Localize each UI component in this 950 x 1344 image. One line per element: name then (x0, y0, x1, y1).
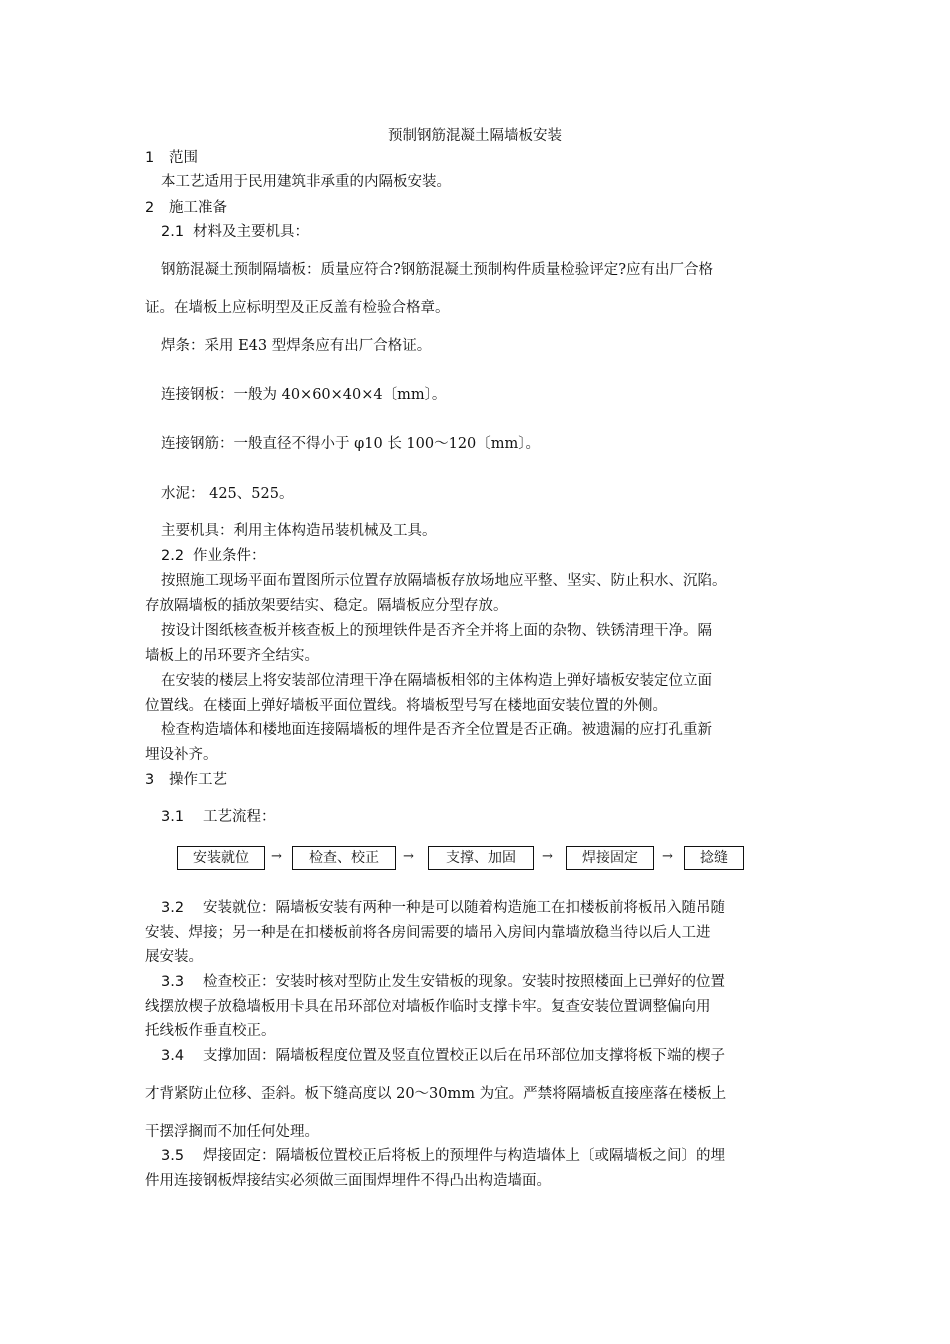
subsection-3-1-heading (161, 807, 276, 827)
paragraph-line: 位置线。在楼面上弹好墙板平面位置线。将墙板型号写在楼地面安装位置的外侧。 (145, 698, 667, 714)
section-number: 3 (145, 772, 155, 788)
subsection-number: 2.1 (161, 224, 185, 240)
section-1-heading (145, 148, 198, 168)
section-2-heading (145, 198, 227, 218)
flow-step-install: 安装就位 (177, 846, 265, 870)
paragraph-line: 安装、焊接；另一种是在扣楼板前将各房间需要的墙吊入房间内靠墙放稳当待以后人工进 (145, 925, 711, 941)
flow-arrow: → (271, 849, 282, 864)
section-3-heading (145, 770, 227, 790)
flow-step-check: 检查、校正 (292, 846, 396, 870)
paragraph-line: 墙板上的吊环要齐全结实。 (145, 648, 319, 664)
paragraph-line: 托线板作垂直校正。 (145, 1023, 276, 1039)
paragraph-line: 检查构造墙体和楼地面连接隔墙板的埋件是否齐全位置是否正确。被遗漏的应打孔重新 (161, 722, 712, 738)
subsection-number: 3.4 (161, 1048, 185, 1064)
subsection-title: 工艺流程： (203, 809, 276, 825)
subsection-3-5 (161, 1146, 725, 1166)
paragraph-line: 焊条：采用 E43 型焊条应有出厂合格证。 (161, 338, 432, 354)
subsection-3-3 (161, 972, 725, 992)
paragraph-line: 主要机具：利用主体构造吊装机械及工具。 (161, 523, 437, 539)
section-title: 范围 (169, 150, 198, 166)
flow-arrow: → (662, 849, 673, 864)
paragraph-line: 焊接固定：隔墙板位置校正后将板上的预埋件与构造墙体上〔或隔墙板之间〕的埋 (203, 1148, 725, 1164)
paragraph-line: 才背紧防止位移、歪斜。板下缝高度以 20～30mm 为宜。严禁将隔墙板直接座落在楼板上 (145, 1086, 727, 1102)
paragraph-line: 连接钢筋：一般直径不得小于 φ10 长 100～120〔mm〕。 (161, 436, 541, 452)
subsection-number: 3.2 (161, 900, 185, 916)
paragraph-line: 干摆浮搁而不加任何处理。 (145, 1124, 319, 1140)
subsection-title: 作业条件： (193, 548, 266, 564)
paragraph-line: 检查校正：安装时核对型防止发生安错板的现象。安装时按照楼面上已弹好的位置 (203, 974, 725, 990)
subsection-3-2 (161, 898, 725, 918)
paragraph-line: 按设计图纸核查板并核查板上的预埋铁件是否齐全并将上面的杂物、铁锈清理干净。隔 (161, 623, 712, 639)
subsection-number: 3.3 (161, 974, 185, 990)
paragraph-line: 本工艺适用于民用建筑非承重的内隔板安装。 (161, 174, 451, 190)
paragraph-line: 安装就位：隔墙板安装有两种一种是可以随着构造施工在扣楼板前将板吊入随吊随 (203, 900, 725, 916)
paragraph-line: 在安装的楼层上将安装部位清理干净在隔墙板相邻的主体构造上弹好墙板安装定位立面 (161, 673, 712, 689)
subsection-number: 2.2 (161, 548, 185, 564)
section-number: 1 (145, 150, 155, 166)
paragraph-line: 展安装。 (145, 949, 203, 965)
subsection-3-4 (161, 1046, 725, 1066)
subsection-2-1-heading (161, 222, 309, 242)
subsection-number: 3.5 (161, 1148, 185, 1164)
paragraph-line: 按照施工现场平面布置图所示位置存放隔墙板存放场地应平整、坚实、防止积水、沉陷。 (161, 573, 727, 589)
flow-step-caulk: 捻缝 (684, 846, 744, 870)
flow-arrow: → (542, 849, 553, 864)
paragraph-line: 线摆放楔子放稳墙板用卡具在吊环部位对墙板作临时支撑卡牢。复查安装位置调整偏向用 (145, 999, 711, 1015)
flow-arrow: → (403, 849, 414, 864)
page-title: 预制钢筋混凝土隔墙板安装 (388, 128, 562, 144)
subsection-title: 材料及主要机具： (193, 224, 309, 240)
paragraph-line: 连接钢板：一般为 40×60×40×4〔mm〕。 (161, 387, 447, 403)
paragraph-line: 水泥： 425、525。 (161, 486, 294, 502)
section-number: 2 (145, 200, 155, 216)
flow-step-weld: 焊接固定 (566, 846, 654, 870)
flow-step-support: 支撑、加固 (428, 846, 534, 870)
paragraph-line: 存放隔墙板的插放架要结实、稳定。隔墙板应分型存放。 (145, 598, 508, 614)
paragraph-line: 件用连接钢板焊接结实必须做三面围焊埋件不得凸出构造墙面。 (145, 1173, 551, 1189)
paragraph-line: 支撑加固：隔墙板程度位置及竖直位置校正以后在吊环部位加支撑将板下端的楔子 (203, 1048, 725, 1064)
section-title: 操作工艺 (169, 772, 227, 788)
paragraph-line: 证。在墙板上应标明型及正反盖有检验合格章。 (145, 300, 450, 316)
paragraph-line: 埋设补齐。 (145, 747, 218, 763)
section-title: 施工准备 (169, 200, 227, 216)
paragraph-line: 钢筋混凝土预制隔墙板：质量应符合?钢筋混凝土预制构件质量检验评定?应有出厂合格 (161, 262, 714, 278)
subsection-2-2-heading (161, 546, 266, 566)
subsection-number: 3.1 (161, 809, 185, 825)
